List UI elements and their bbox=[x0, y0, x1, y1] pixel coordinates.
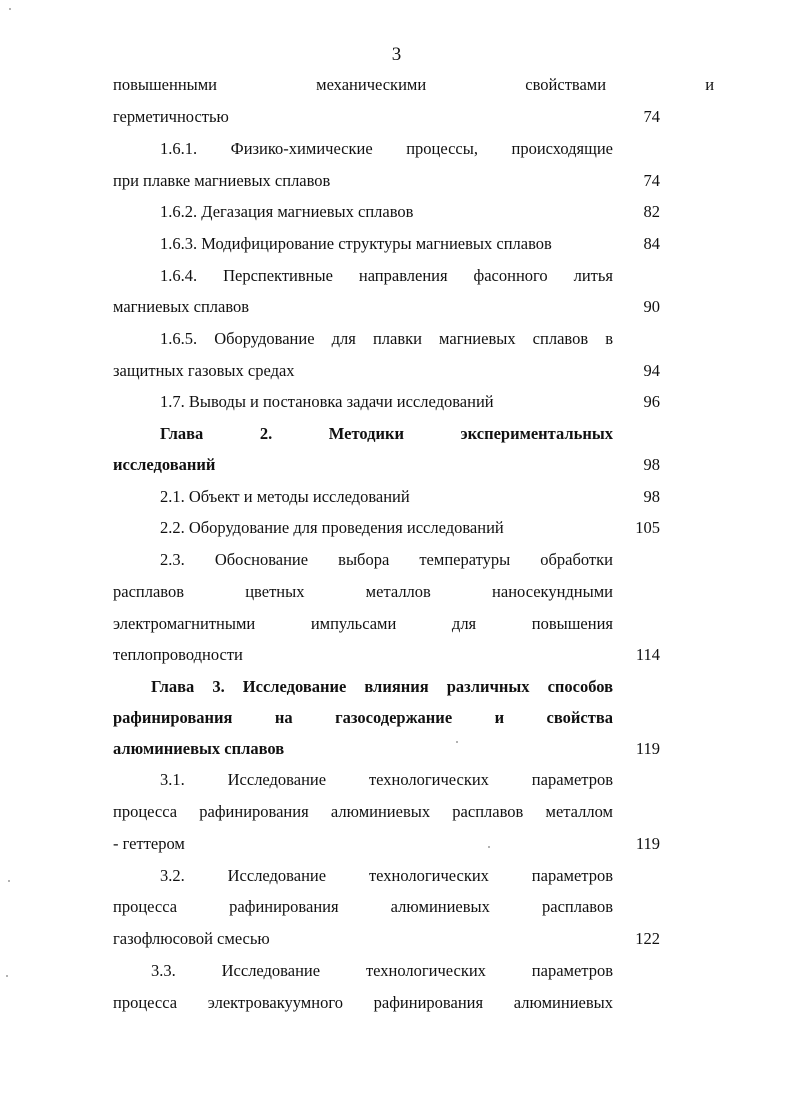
toc-line: 2.3. Обоснование выбора температуры обработки bbox=[160, 550, 613, 569]
toc-line: теплопроводности bbox=[113, 645, 243, 664]
toc-chapter-line: исследований bbox=[113, 455, 216, 474]
toc-line: 1.6.2. Дегазация магниевых сплавов bbox=[160, 202, 414, 221]
toc-line: 3.3. Исследование технологических параметров bbox=[151, 961, 613, 980]
toc-line: магниевых сплавов bbox=[113, 297, 250, 316]
scan-speck bbox=[456, 741, 458, 743]
page-number: 3 bbox=[391, 44, 402, 65]
toc-page: 98 bbox=[643, 455, 660, 474]
toc-page: 96 bbox=[643, 392, 660, 411]
toc-page: 119 bbox=[635, 834, 660, 853]
toc-line bbox=[113, 75, 715, 95]
toc-page: 82 bbox=[643, 202, 660, 221]
toc-line: 2.1. Объект и методы исследований bbox=[160, 487, 410, 506]
toc-page: 84 bbox=[643, 234, 660, 253]
toc-line: 1.6.1. Физико-химические процессы, происходящие bbox=[160, 139, 613, 158]
toc-line: 3.2. Исследование технологических параметров bbox=[160, 866, 613, 885]
toc-line: - геттером bbox=[113, 834, 185, 853]
toc-line: процесса рафинирования алюминиевых расплавов bbox=[113, 897, 613, 916]
toc-chapter-line: рафинирования на газосодержание и свойства bbox=[113, 708, 613, 727]
toc-line: защитных газовых средах bbox=[113, 361, 295, 380]
scan-speck bbox=[9, 8, 11, 10]
toc-line: 1.7. Выводы и постановка задачи исследований bbox=[160, 392, 494, 411]
toc-line: расплавов цветных металлов наносекундными bbox=[113, 582, 613, 601]
scan-speck bbox=[6, 975, 8, 977]
toc-page: 74 bbox=[643, 107, 660, 126]
toc-line: 1.6.3. Модифицирование структуры магниевых сплавов bbox=[160, 234, 552, 253]
toc-chapter-line: Глава 2. Методики экспериментальных bbox=[160, 424, 613, 443]
toc-line: при плавке магниевых сплавов bbox=[113, 171, 331, 190]
toc-page: 98 bbox=[643, 487, 660, 506]
toc-line: газофлюсовой смесью bbox=[113, 929, 270, 948]
toc-chapter-line: алюминиевых сплавов bbox=[113, 739, 285, 758]
toc-line: 2.2. Оборудование для проведения исследований bbox=[160, 518, 504, 537]
toc-line: 3.1. Исследование технологических параметров bbox=[160, 770, 613, 789]
toc-line: 1.6.5. Оборудование для плавки магниевых сплавов в bbox=[160, 329, 613, 348]
toc-page: 114 bbox=[635, 645, 660, 664]
toc-line: процесса рафинирования алюминиевых расплавов металлом bbox=[113, 802, 613, 821]
toc-page: 122 bbox=[635, 929, 660, 948]
toc-page: 94 bbox=[643, 361, 660, 380]
toc-chapter-line: Глава 3. Исследование влияния различных способов bbox=[151, 677, 613, 696]
toc-line: герметичностью bbox=[113, 107, 229, 126]
toc-line: электромагнитными импульсами для повышения bbox=[113, 614, 613, 633]
toc-page: 74 bbox=[643, 171, 660, 190]
scan-speck bbox=[8, 880, 10, 882]
toc-page: 119 bbox=[635, 739, 660, 758]
toc-page: 90 bbox=[643, 297, 660, 316]
toc-page: 105 bbox=[635, 518, 660, 537]
scan-speck bbox=[488, 846, 490, 848]
toc-line: процесса электровакуумного рафинирования алюминиевых bbox=[113, 993, 613, 1012]
toc-line-text: повышенными механическими свойствами и bbox=[113, 75, 715, 94]
toc-line: 1.6.4. Перспективные направления фасонного литья bbox=[160, 266, 613, 285]
